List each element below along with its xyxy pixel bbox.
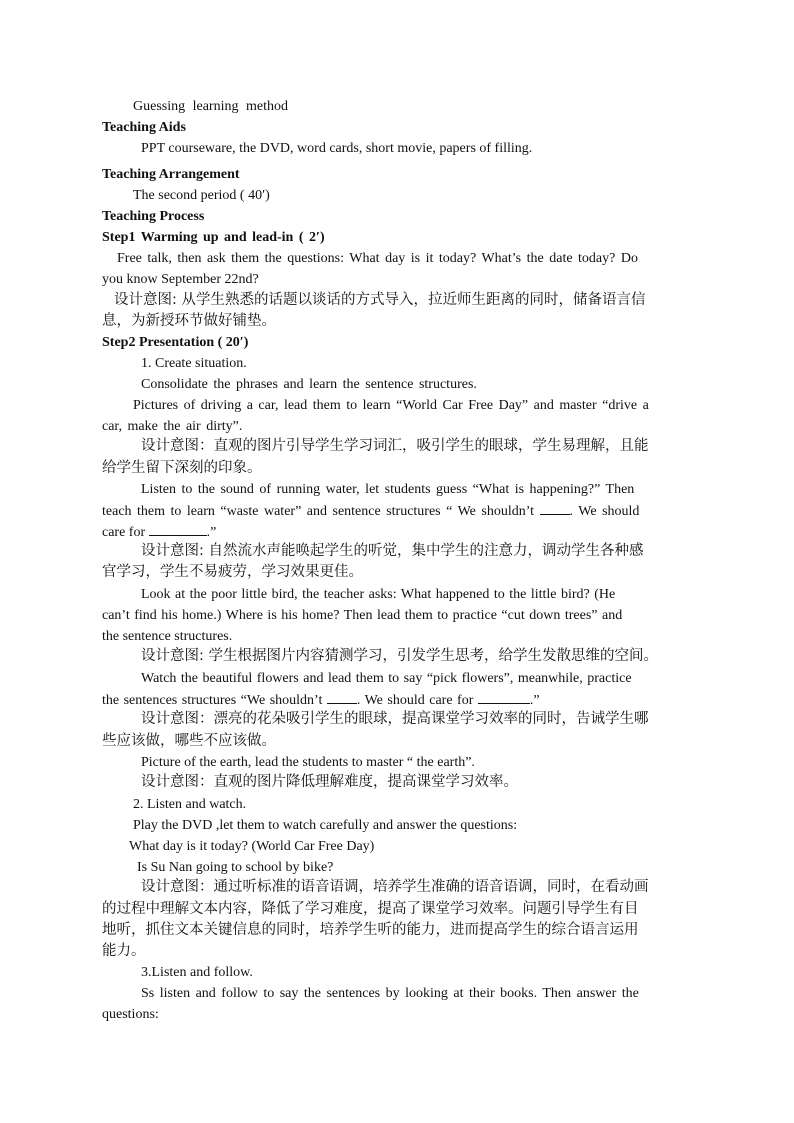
arrangement-text: The second period ( 40′) (133, 188, 270, 203)
listen-water-line1: Listen to the sound of running water, let students guess “What is happening?” Then (141, 482, 635, 497)
listen-follow-heading: 3.Listen and follow. (141, 965, 253, 980)
earth-text: Picture of the earth, lead the students to master “ the earth”. (141, 755, 475, 770)
fill-blank (149, 523, 207, 536)
design-intent-5-line2: 些应该做，哪些不应该做。 (102, 733, 276, 749)
design-intent-7-line3: 地听，抓住文本关键信息的同时，培养学生听的能力，进而提高学生的综合语言运用 (102, 922, 639, 938)
design-intent-4: 设计意图: 学生根据图片内容猜测学习，引发学生思考，给学生发散思维的空间。 (141, 648, 658, 664)
fill-blank (478, 691, 530, 704)
listen-follow-line1: Ss listen and follow to say the sentences by looking at their books. Then answer the (141, 986, 639, 1001)
listen-water-text-b: . We should (569, 504, 640, 519)
listen-water-line2 (102, 502, 639, 521)
play-dvd-text: Play the DVD ,let them to watch carefully and answer the questions: (133, 818, 518, 833)
design-intent-2-line2: 给学生留下深刻的印象。 (102, 460, 262, 476)
consolidate-text: Consolidate the phrases and learn the sentence structures. (141, 377, 477, 392)
bird-line1: Look at the poor little bird, the teacher asks: What happened to the little bird? (He (141, 587, 616, 602)
method-line: Guessing learning method (133, 99, 288, 114)
listen-water-text-a: teach them to learn “waste water” and sentence structures “ We shouldn’t (102, 504, 535, 519)
heading-step2: Step2 Presentation ( 20′) (102, 335, 249, 350)
design-intent-7-line1: 设计意图：通过听标准的语音语调，培养学生准确的语音语调，同时，在看动画 (141, 879, 649, 895)
heading-teaching-process: Teaching Process (102, 209, 205, 224)
heading-teaching-arrangement: Teaching Arrangement (102, 167, 240, 182)
listen-watch-heading: 2. Listen and watch. (133, 797, 247, 812)
heading-teaching-aids: Teaching Aids (102, 120, 186, 135)
flowers-text-b: . We should care for (356, 693, 474, 708)
fill-blank (327, 691, 357, 704)
design-intent-1-line2: 息，为新授环节做好铺垫。 (102, 313, 276, 329)
step1-text-line2: you know September 22nd? (102, 272, 259, 287)
design-intent-3-line2: 官学习，学生不易疲劳，学习效果更佳。 (102, 564, 363, 580)
design-intent-7-line2: 的过程中理解文本内容，降低了学习难度，提高了课堂学习效率。问题引导学生有目 (102, 901, 639, 917)
fill-blank (540, 502, 570, 515)
aids-text: PPT courseware, the DVD, word cards, short movie, papers of filling. (141, 141, 533, 156)
question-2: Is Su Nan going to school by bike? (137, 860, 334, 875)
bird-line3: the sentence structures. (102, 629, 233, 644)
heading-step1: Step1 Warming up and lead-in ( 2′) (102, 230, 325, 245)
design-intent-3-line1: 设计意图: 自然流水声能唤起学生的听觉，集中学生的注意力，调动学生各种感 (141, 543, 644, 559)
pictures-driving-line1: Pictures of driving a car, lead them to learn “World Car Free Day” and master “drive a (133, 398, 649, 413)
question-1: What day is it today? (World Car Free Day) (129, 839, 375, 854)
pictures-driving-line2: car, make the air dirty”. (102, 419, 243, 434)
flowers-line1: Watch the beautiful flowers and lead them to say “pick flowers”, meanwhile, practice (141, 671, 632, 686)
design-intent-2-line1: 设计意图：直观的图片引导学生学习词汇，吸引学生的眼球，学生易理解，且能 (141, 438, 649, 454)
flowers-text-a: the sentences structures “We shouldn’t (102, 693, 323, 708)
care-for-end: .” (206, 525, 217, 540)
listen-follow-line2: questions: (102, 1007, 159, 1022)
flowers-text-c: .” (529, 693, 540, 708)
listen-water-line3 (102, 523, 216, 542)
design-intent-6: 设计意图：直观的图片降低理解难度，提高课堂学习效率。 (141, 774, 518, 790)
flowers-line2 (102, 691, 540, 710)
design-intent-1-line1: 设计意图: 从学生熟悉的话题以谈话的方式导入，拉近师生距离的同时，储备语言信 (114, 292, 646, 308)
create-situation: 1. Create situation. (141, 356, 247, 371)
design-intent-5-line1: 设计意图：漂亮的花朵吸引学生的眼球，提高课堂学习效率的同时，告诫学生哪 (141, 711, 649, 727)
design-intent-7-line4: 能力。 (102, 943, 146, 959)
step1-text-line1: Free talk, then ask them the questions: What day is it today? What’s the date today? Do (117, 251, 638, 266)
care-for-text: care for (102, 525, 146, 540)
bird-line2: can’t find his home.) Where is his home? Then lead them to practice “cut down trees” and (102, 608, 623, 623)
